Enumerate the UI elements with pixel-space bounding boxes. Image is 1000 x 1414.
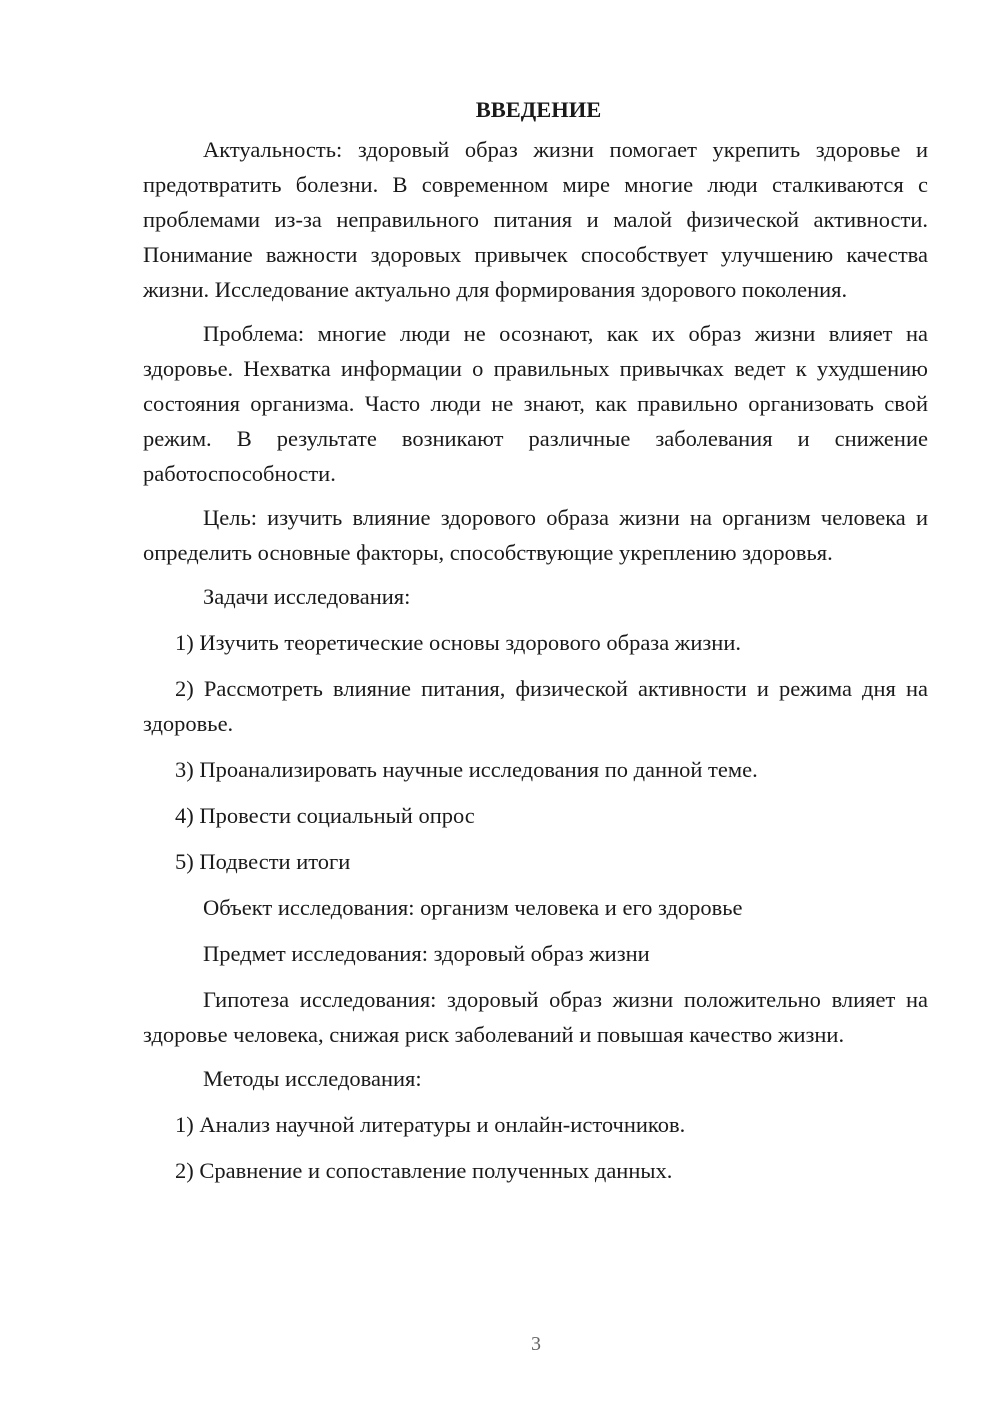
problem-paragraph: Проблема: многие люди не осознают, как их образ жизни влияет на здоровье. Нехватка информации о правильных привычках ведет к ухудшению состояния организма. Часто люди не знают, как правильно организовать свой режим. В результате возникают различные заболевания и снижение работоспособности. (143, 321, 928, 486)
subject-paragraph: Предмет исследования: здоровый образ жизни (203, 941, 650, 966)
tasks-heading: Задачи исследования: (203, 584, 411, 609)
task-item-2: 2) Рассмотреть влияние питания, физической активности и режима дня на здоровье. (143, 676, 928, 736)
hypothesis-paragraph: Гипотеза исследования: здоровый образ жизни положительно влияет на здоровье человека, снижая риск заболеваний и повышая качество жизни. (143, 987, 928, 1047)
document-body (143, 92, 928, 1199)
task-item-1: 1) Изучить теоретические основы здорового образа жизни. (175, 630, 741, 655)
section-title: ВВЕДЕНИЕ (475, 97, 602, 122)
goal-paragraph: Цель: изучить влияние здорового образа жизни на организм человека и определить основные факторы, способствующие укреплению здоровья. (143, 505, 928, 565)
methods-heading: Методы исследования: (203, 1066, 422, 1091)
task-item-5: 5) Подвести итоги (175, 849, 351, 874)
task-item-3: 3) Проанализировать научные исследования по данной теме. (175, 757, 758, 782)
page-number: 3 (531, 1333, 541, 1355)
task-item-4: 4) Провести социальный опрос (175, 803, 475, 828)
method-item-1: 1) Анализ научной литературы и онлайн-источников. (175, 1112, 686, 1137)
object-paragraph: Объект исследования: организм человека и его здоровье (203, 895, 743, 920)
relevance-paragraph: Актуальность: здоровый образ жизни помогает укрепить здоровье и предотвратить болезни. В современном мире многие люди сталкиваются с проблемами из-за неправильного питания и малой физической активности. Понимание важности здоровых привычек способствует улучшению качества жизни. Исследование актуально для формирования здорового поколения. (143, 137, 928, 302)
method-item-2: 2) Сравнение и сопоставление полученных данных. (175, 1158, 673, 1183)
